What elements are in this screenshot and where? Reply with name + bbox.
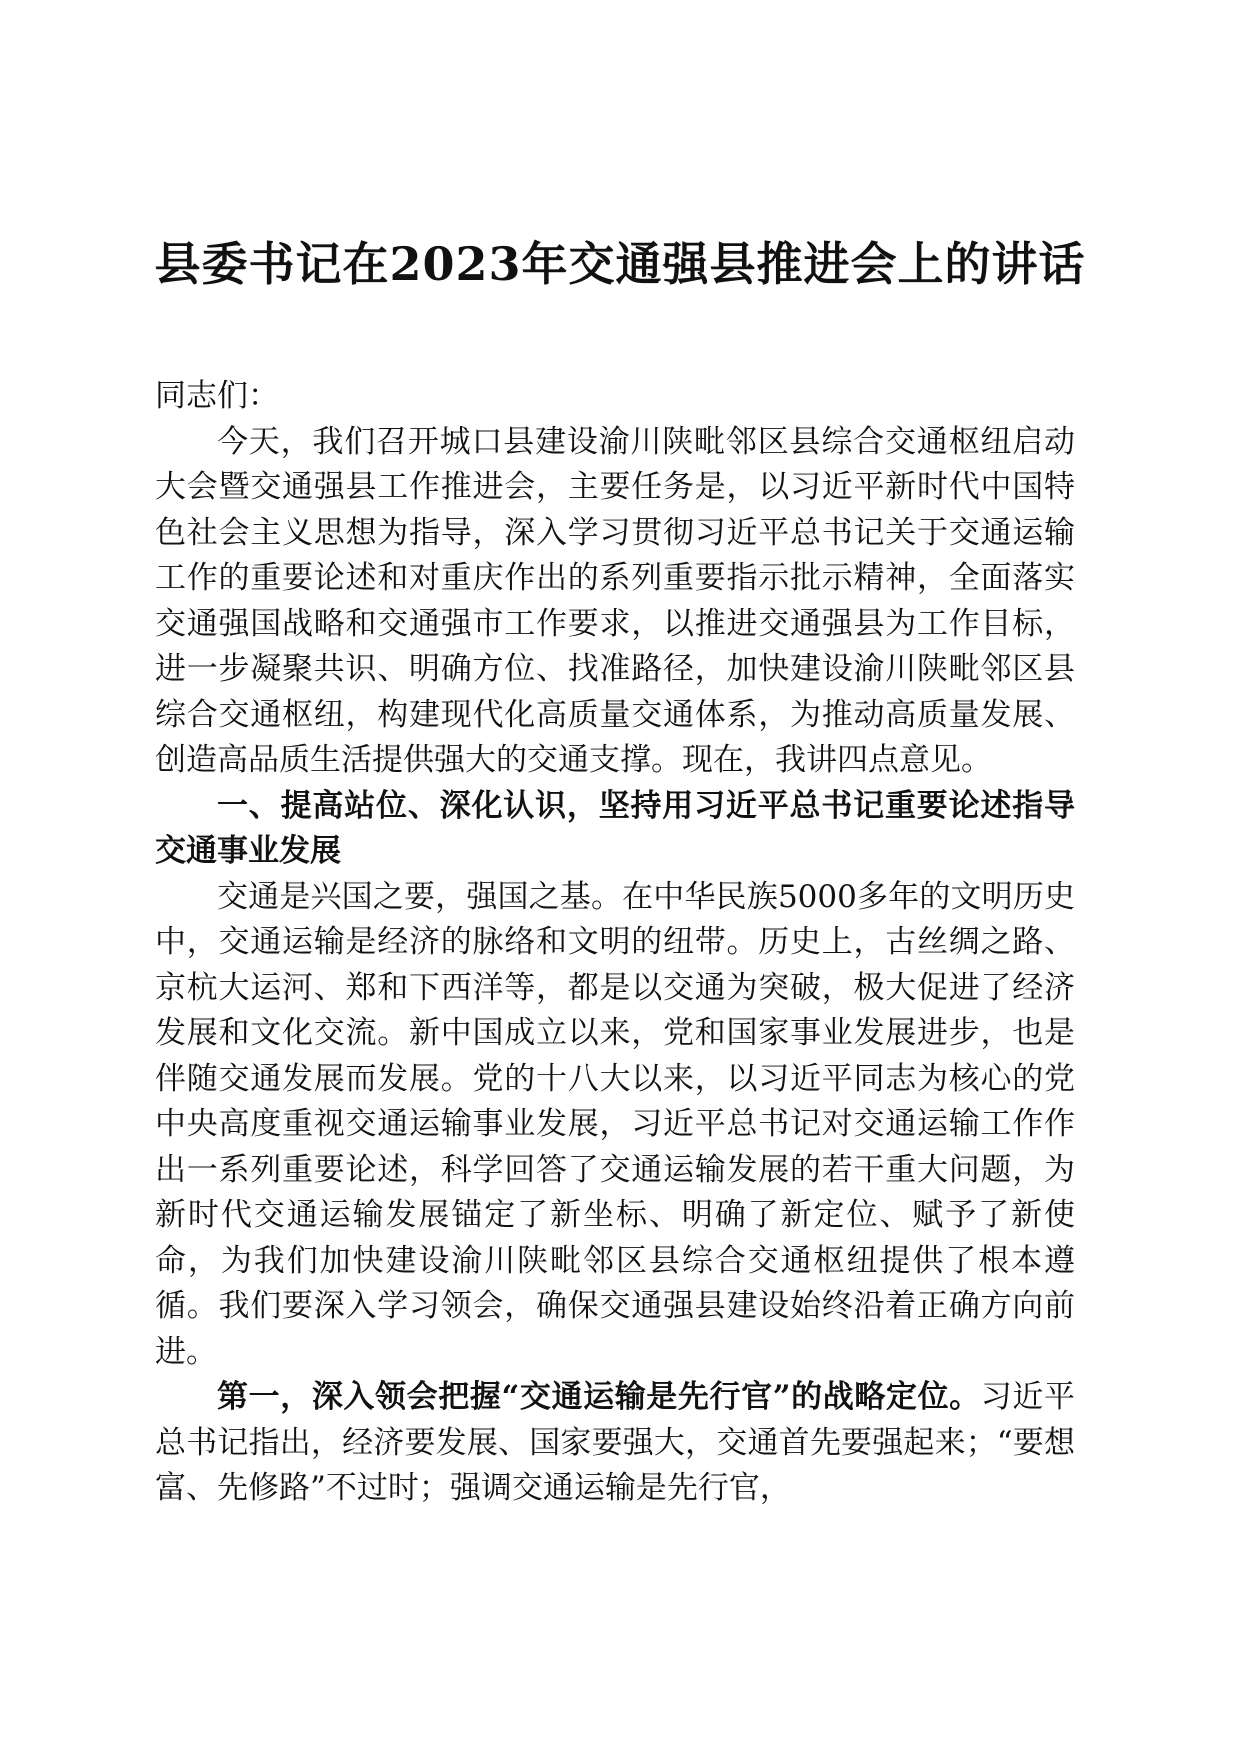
document-title: 县委书记在2023年交通强县推进会上的讲话 [154,237,1086,291]
salutation: 同志们： [155,378,279,414]
document-body [155,374,1075,1512]
section-paragraph: 交通是兴国之要，强国之基。在中华民族5000多年的文明历史中，交通运输是经济的脉络和文明的纽带。历史上，古丝绸之路、京杭大运河、郑和下西洋等，都是以交通为突破，极大促进了经济发展和文化交流。新中国成立以来，党和国家事业发展进步，也是伴随交通发展而发展。党的十八大以来，以习近平同志为核心的党中央高度重视交通运输事业发展，习近平总书记对交通运输工作作出一系列重要论述，科学回答了交通运输发展的若干重大问题，为新时代交通运输发展锚定了新坐标、明确了新定位、赋予了新使命，为我们加快建设渝川陕毗邻区县综合交通枢纽提供了根本遵循。我们要深入学习领会，确保交通强县建设始终沿着正确方向前进。 [155,878,1075,1370]
intro-paragraph: 今天，我们召开城口县建设渝川陕毗邻区县综合交通枢纽启动大会暨交通强县工作推进会，主要任务是，以习近平新时代中国特色社会主义思想为指导，深入学习贯彻习近平总书记关于交通运输工作的重要论述和对重庆作出的系列重要指示批示精神，全面落实交通强国战略和交通强市工作要求，以推进交通强县为工作目标，进一步凝聚共识、明确方位、找准路径，加快建设渝川陕毗邻区县综合交通枢纽，构建现代化高质量交通体系，为推动高质量发展、创造高品质生活提供强大的交通支撑。现在，我讲四点意见。 [155,423,1075,778]
section-heading: 一、提高站位、深化认识，坚持用习近平总书记重要论述指导交通事业发展 [155,787,1075,869]
subsection-heading: 第一，深入领会把握“交通运输是先行官”的战略定位。 [217,1379,981,1415]
subsection-text: 习近平总书记指出，经济要发展、国家要强大，交通首先要强起来；“要想富、先修路”不过时；强调交通运输是先行官， [155,1379,1075,1506]
subsection-paragraph [155,1375,1075,1512]
